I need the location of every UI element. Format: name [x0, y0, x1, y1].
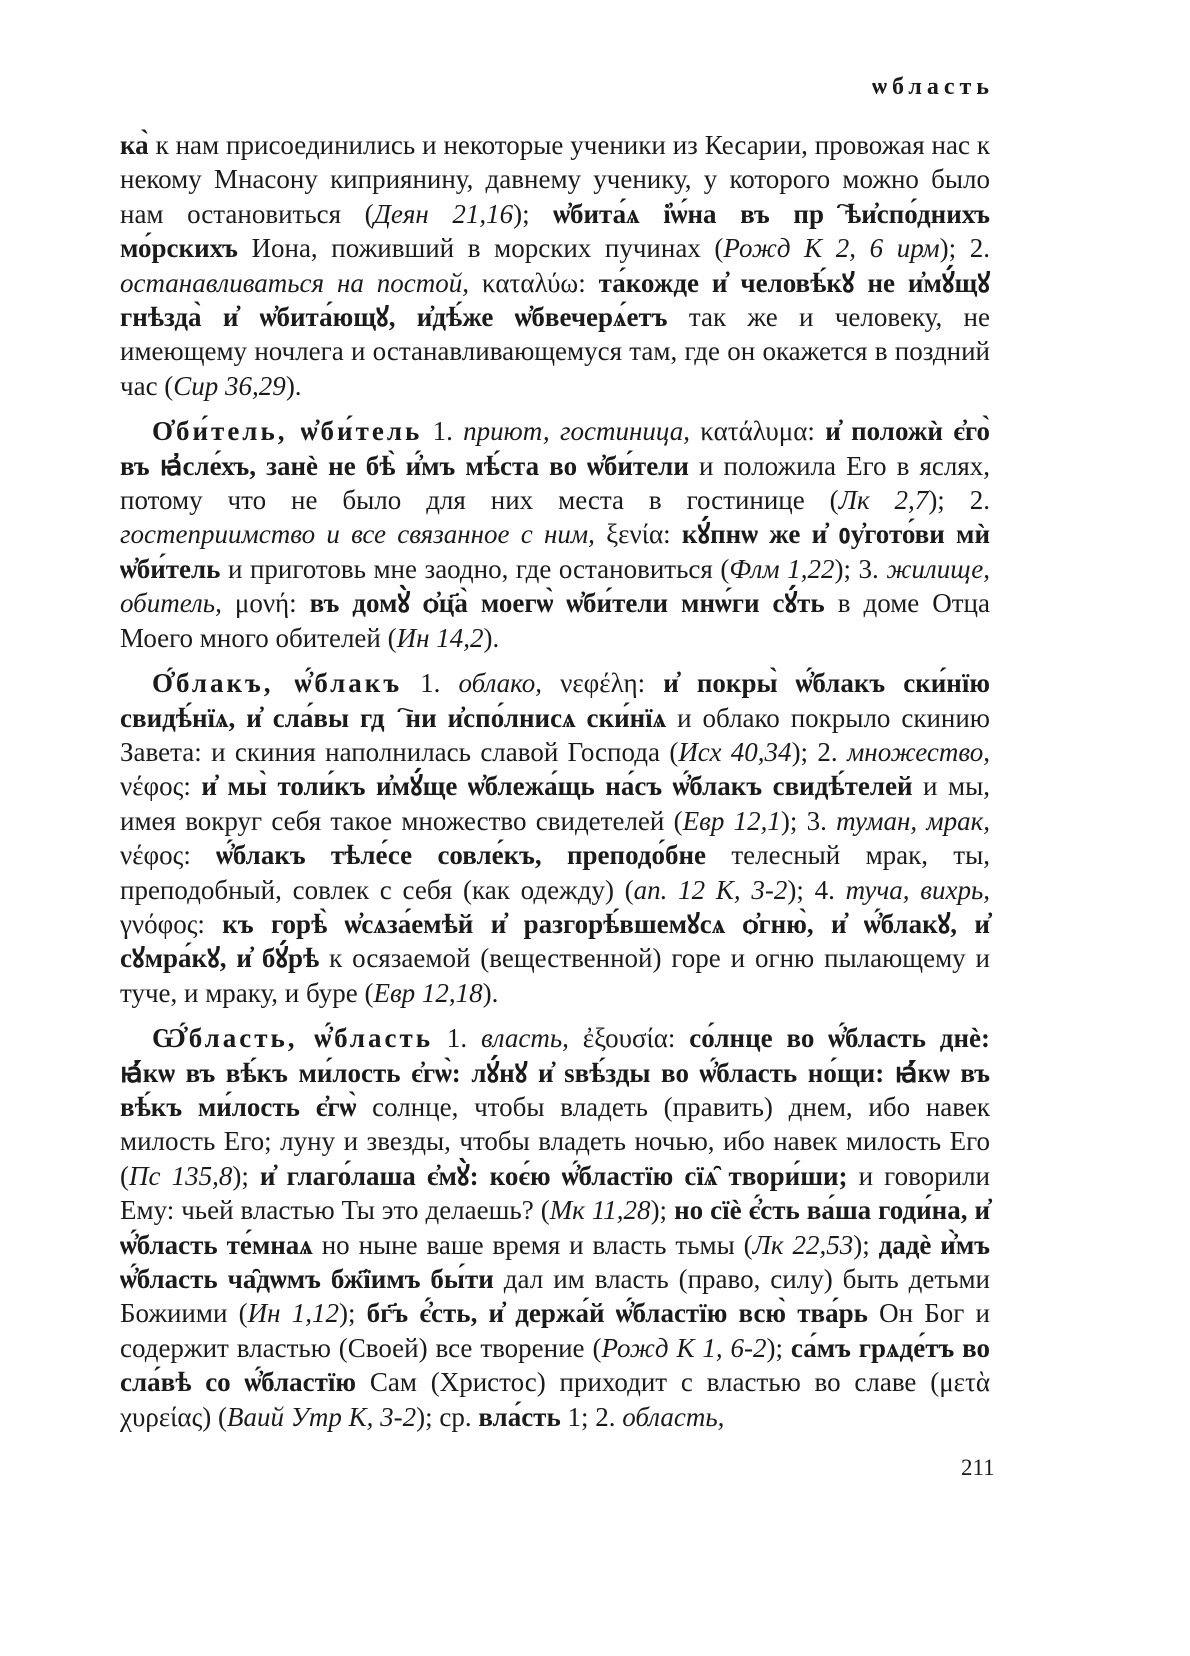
church-slavonic-text: дадѐ и҆̀мъ ѡ҆́бласть ча̑дѡмъ бж҃їимъ бы́ти: [120, 1229, 991, 1294]
italic-text: останавливаться на постой,: [120, 267, 470, 298]
church-slavonic-text: со́лнце во ѡ҆́бласть днѐ: ꙗ҆́кѡ въ вѣ́къ ми́лость є҆гѡ̀: лꙋ́нꙋ и҆ ѕвѣ́зды во ѡ҆́бласть но́щи: ꙗ҆́кѡ въ вѣ́къ ми́лость є҆гѡ̀: [120, 1023, 990, 1122]
body-text: );: [513, 198, 554, 229]
church-slavonic-text: и҆ покры̀ ѡ҆́блакъ ски́нїю свидѣ́нїѧ, и҆ сла́вы гдⷭ҇ни и҆спо́лнисѧ ски́нїѧ: [120, 668, 990, 733]
church-slavonic-text: та́кожде и҆ человѣ́кꙋ не и҆мꙋ́щꙋ гнѣзда̀ и҆ ѡ҆бита́ющꙋ, и҆дѣ́же ѡ҆бвечерѧ́етъ: [120, 267, 990, 333]
body-text: ); 2.: [939, 233, 990, 264]
page-number: 211: [961, 1455, 995, 1480]
dictionary-entry-obitel: [120, 414, 990, 655]
italic-text: ап. 12 К, 3-2: [633, 874, 788, 905]
italic-text: облако,: [458, 668, 543, 699]
italic-text: Флм 1,22: [729, 553, 835, 584]
body-text: так же и человеку, не имеющему ночлега и останавливающемуся там, где он окажется в поздний час (: [120, 302, 990, 401]
church-slavonic-text: въ домꙋ̀ ѻ҆ц҃а̀ моегѡ̀ ѡ҆би́тели мнѡ́ги сꙋ́ть: [309, 588, 825, 619]
church-slavonic-text: и҆ мы̀ толи́къ и҆мꙋ́ще ѡ҆блежа́щь на́съ ѡ҆́блакъ свидѣ́телей: [201, 771, 913, 802]
body-text: μονή:: [221, 588, 310, 619]
body-text: солнце, чтобы владеть (править) днем, ибо навек милость Его; луну и звезды, чтобы владеть ночью, ибо навек милость Его (: [120, 1091, 990, 1191]
body-text: Иона, поживший в морских пучинах (: [237, 233, 724, 264]
dictionary-entry-oblak: [120, 666, 990, 1010]
body-text: κατάλυμα:: [689, 416, 826, 447]
body-text: νέφος:: [120, 840, 217, 871]
body-text: 1.: [422, 416, 464, 447]
body-text: к осязаемой (вещественной) горе и огню пылающему и туче, и мраку, и буре (: [120, 943, 990, 1008]
italic-text: множество,: [847, 736, 990, 767]
headword: О҆́блакъ, ѡ҆́блакъ: [152, 668, 403, 699]
body-text: и говорили Ему: чьей властью Ты это делаешь? (: [120, 1160, 991, 1226]
body-text: и облако покрыло скинию Завета: и скиния наполнилась славой Господа (: [120, 702, 990, 767]
body-text: ); 3.: [780, 805, 837, 836]
body-text: дал им власть (право, силу) быть детьми Божиими (: [120, 1264, 990, 1329]
body-text: );: [232, 1160, 260, 1191]
body-text: ).: [483, 622, 500, 653]
italic-text: Сир 36,29: [173, 370, 286, 401]
italic-text: власть,: [481, 1023, 569, 1054]
church-slavonic-text: ѡ҆бита́ѧ і҆ѡ́на въ прⷭ҇ѣи҆спо́днихъ мо́рскихъ: [120, 198, 990, 264]
body-text: ἐξουσία:: [568, 1023, 690, 1054]
body-text: телесный мрак, ты, преподобный, совлек с себя (как одежду) (: [120, 840, 990, 905]
italic-text: туча, вихрь,: [845, 874, 990, 905]
headword: Ѡ҆́бласть, ѡ҆́бласть: [152, 1023, 434, 1054]
dictionary-body: [120, 128, 990, 1434]
body-text: );: [766, 1332, 791, 1363]
italic-text: Рожд К 2, 6 ирм: [723, 233, 940, 264]
body-text: 1; 2.: [560, 1401, 623, 1432]
body-text: νέφος:: [120, 771, 202, 802]
body-text: 1.: [433, 1023, 482, 1054]
body-text: ); ср.: [416, 1401, 479, 1432]
dictionary-entry-continued: [120, 128, 990, 403]
italic-text: жилище, обитель,: [120, 553, 990, 619]
body-text: и мы, имея вокруг себя такое множество свидетелей (: [120, 771, 990, 836]
church-slavonic-text: къ горѣ̀ ѡ҆сѧза́емѣй и҆ разгорѣ́вшемꙋсѧ ѻ҆гню̀, и҆ ѡ҆́блакꙋ, и҆ сꙋмра́кꙋ, и҆ бꙋ́рѣ: [120, 908, 990, 974]
body-text: ); 4.: [787, 874, 846, 905]
headword: О҆би́тель, ѡ҆би́тель: [152, 416, 423, 447]
italic-text: Лк 2,7: [838, 485, 929, 516]
italic-text: Евр 12,18: [373, 977, 483, 1008]
italic-text: гостеприимство и все связанное с ним,: [120, 519, 595, 550]
italic-text: Ин 1,12: [247, 1298, 339, 1329]
body-text: ).: [482, 977, 499, 1008]
body-text: Он Бог и содержит властью (Своей) все творение (: [120, 1298, 990, 1363]
body-text: и положила Его в яслях, потому что не было для них места в гостинице (: [120, 450, 991, 516]
church-slavonic-text: кꙋ́пнѡ же и҆ ᲂу҆гото́ви мѝ ѡ҆би́тель: [120, 519, 991, 584]
church-slavonic-text: но сїѐ є҆́сть ва́ша годи́на, и҆ ѡ҆́бласть те́мнаѧ: [120, 1195, 991, 1260]
italic-text: Евр 12,1: [682, 805, 781, 836]
body-text: ); 3.: [834, 553, 887, 584]
body-text: ); 2.: [928, 485, 991, 516]
body-text: );: [650, 1195, 675, 1226]
body-text: );: [853, 1229, 879, 1260]
body-text: καταλύω:: [469, 267, 599, 298]
body-text: ); 2.: [791, 736, 848, 767]
italic-text: туман, мрак,: [836, 805, 990, 836]
italic-text: Рожд К 1, 6-2: [601, 1332, 767, 1363]
church-slavonic-text: и҆ положѝ є҆го̀ въ ꙗ҆сле́хъ, занѐ не бѣ̀ и҆́мъ мѣ́ста во ѡ҆би́тели: [120, 416, 991, 481]
body-text: в доме Отца Моего много обителей (: [120, 588, 990, 653]
body-text: и приготовь мне заодно, где остановиться (: [220, 553, 730, 584]
body-text: ).: [285, 370, 302, 401]
italic-text: Лк 22,53: [752, 1229, 854, 1260]
body-text: );: [338, 1298, 367, 1329]
church-slavonic-text: ѡ҆́блакъ тѣле́се совле́къ, преподо́бне: [216, 840, 707, 871]
italic-text: приют, гостиница,: [463, 416, 690, 447]
church-slavonic-text: ка̀: [120, 130, 156, 160]
body-text: Сам (Христос) приходит с властью во славе (μετὰ χυρείας) (: [120, 1367, 990, 1432]
church-slavonic-text: бг҃ъ є҆́сть, и҆ держа́й ѡ҆́бластїю всю̀ тва́рь: [366, 1298, 868, 1329]
italic-text: Пс 135,8: [129, 1160, 233, 1191]
church-slavonic-text: вла́сть: [478, 1401, 561, 1432]
body-text: но ныне ваше время и власть тьмы (: [312, 1229, 753, 1260]
italic-text: область,: [622, 1401, 725, 1432]
body-text: ξενία:: [594, 519, 682, 550]
running-head: ѡбласть: [872, 74, 994, 100]
dictionary-entry-oblast: [120, 1021, 990, 1434]
italic-text: Деян 21,16: [373, 198, 514, 229]
body-text: νεφέλη:: [542, 668, 664, 699]
body-text: 1.: [402, 668, 459, 699]
church-slavonic-text: са́мъ грѧде́тъ во сла́вѣ со ѡ҆́бластїю: [120, 1332, 991, 1398]
body-text: к нам присоединились и некоторые ученики из Кесарии, провожая нас к некому Мнасону киприянину, давнему ученику, у которого можно было нам остановиться (: [120, 130, 991, 229]
italic-text: Мк 11,28: [549, 1195, 651, 1226]
italic-text: Ин 14,2: [396, 622, 484, 653]
italic-text: Ваий Утр К, 3-2: [227, 1401, 417, 1432]
italic-text: Исх 40,34: [678, 736, 792, 767]
body-text: γνόφος:: [120, 908, 223, 939]
church-slavonic-text: и҆ глаго́лаша є҆мꙋ̀: коє́ю ѡ҆́бластїю сїѧ̑ твори́ши;: [259, 1160, 848, 1191]
